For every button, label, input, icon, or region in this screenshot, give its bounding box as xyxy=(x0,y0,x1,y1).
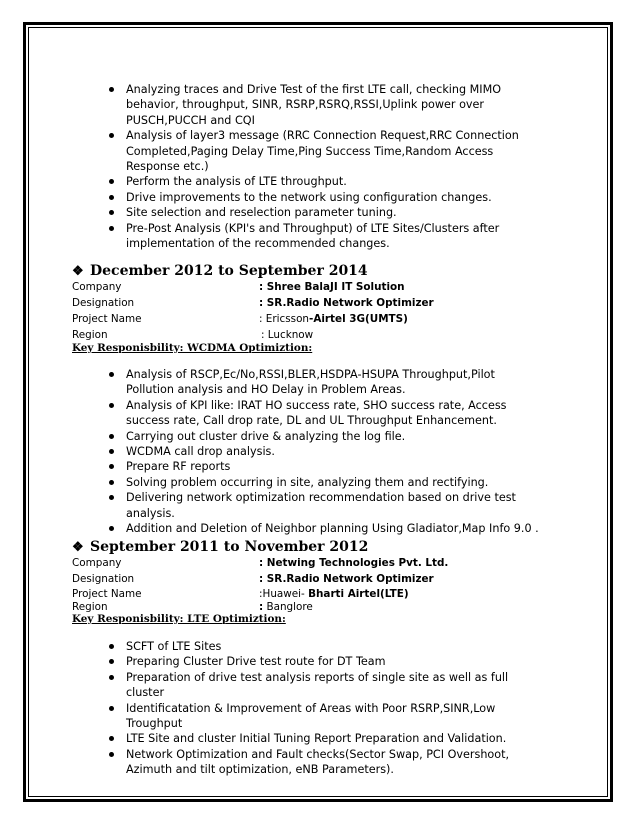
list-item: SCFT of LTE Sites xyxy=(106,639,546,654)
job1-responsibility-heading: Key Responisbility: WCDMA Optimiztion: xyxy=(72,342,313,354)
lte-responsibility-list xyxy=(106,639,546,778)
job2-designation-row: Designation : SR.Radio Network Optimizer xyxy=(72,573,434,585)
job1-designation-row: Designation : SR.Radio Network Optimizer xyxy=(72,297,434,309)
list-item: Analysis of layer3 message (RRC Connection Request,RRC Connection Completed,Paging Delay Time,Ping Success Time,Random Access Response etc.) xyxy=(106,128,546,174)
wcdma-responsibility-list xyxy=(106,367,546,536)
job1-region-row: Region : Lucknow xyxy=(72,329,314,341)
job2-period-heading: ❖ September 2011 to November 2012 xyxy=(72,539,369,555)
list-item: Delivering network optimization recommendation based on drive test analysis. xyxy=(106,490,546,521)
diamond-bullet-icon: ❖ xyxy=(72,264,84,279)
list-item: Preparation of drive test analysis reports of single site as well as full cluster xyxy=(106,670,546,701)
job1-project-row: Project Name : Ericsson-Airtel 3G(UMTS) xyxy=(72,313,408,325)
job2-project-row: Project Name :Huawei- Bharti Airtel(LTE) xyxy=(72,588,409,600)
job1-company-row: Company : Shree BalaJI IT Solution xyxy=(72,281,405,293)
list-item: Carrying out cluster drive & analyzing the log file. xyxy=(106,429,546,444)
list-item: Perform the analysis of LTE throughput. xyxy=(106,174,546,189)
list-item: Network Optimization and Fault checks(Sector Swap, PCI Overshoot, Azimuth and tilt optimization, eNB Parameters). xyxy=(106,747,546,778)
job2-responsibility-heading: Key Responisbility: LTE Optimiztion: xyxy=(72,613,286,625)
list-item: Solving problem occurring in site, analyzing them and rectifying. xyxy=(106,475,546,490)
list-item: LTE Site and cluster Initial Tuning Report Preparation and Validation. xyxy=(106,731,546,746)
list-item: Pre-Post Analysis (KPI's and Throughput) of LTE Sites/Clusters after implementation of the recommended changes. xyxy=(106,221,546,252)
list-item: Drive improvements to the network using configuration changes. xyxy=(106,190,546,205)
list-item: Addition and Deletion of Neighbor planning Using Gladiator,Map Info 9.0 . xyxy=(106,521,546,536)
list-item: Analysis of KPI like: IRAT HO success rate, SHO success rate, Access success rate, Call drop rate, DL and UL Throughput Enhancement. xyxy=(106,398,546,429)
list-item: WCDMA call drop analysis. xyxy=(106,444,546,459)
list-item: Preparing Cluster Drive test route for DT Team xyxy=(106,654,546,669)
lte-call-analysis-list xyxy=(106,82,546,251)
job1-period-heading: ❖ December 2012 to September 2014 xyxy=(72,263,368,279)
job2-company-row: Company : Netwing Technologies Pvt. Ltd. xyxy=(72,557,449,569)
list-item: Site selection and reselection parameter tuning. xyxy=(106,205,546,220)
diamond-bullet-icon: ❖ xyxy=(72,540,84,555)
list-item: Analysis of RSCP,Ec/No,RSSI,BLER,HSDPA-HSUPA Throughput,Pilot Pollution analysis and HO Delay in Problem Areas. xyxy=(106,367,546,398)
job2-region-row: Region : Banglore xyxy=(72,601,313,613)
list-item: Identificatation & Improvement of Areas with Poor RSRP,SINR,Low Troughput xyxy=(106,701,546,732)
list-item: Prepare RF reports xyxy=(106,459,546,474)
list-item: Analyzing traces and Drive Test of the first LTE call, checking MIMO behavior, throughput, SINR, RSRP,RSRQ,RSSI,Uplink power over PUSCH,PUCCH and CQI xyxy=(106,82,546,128)
